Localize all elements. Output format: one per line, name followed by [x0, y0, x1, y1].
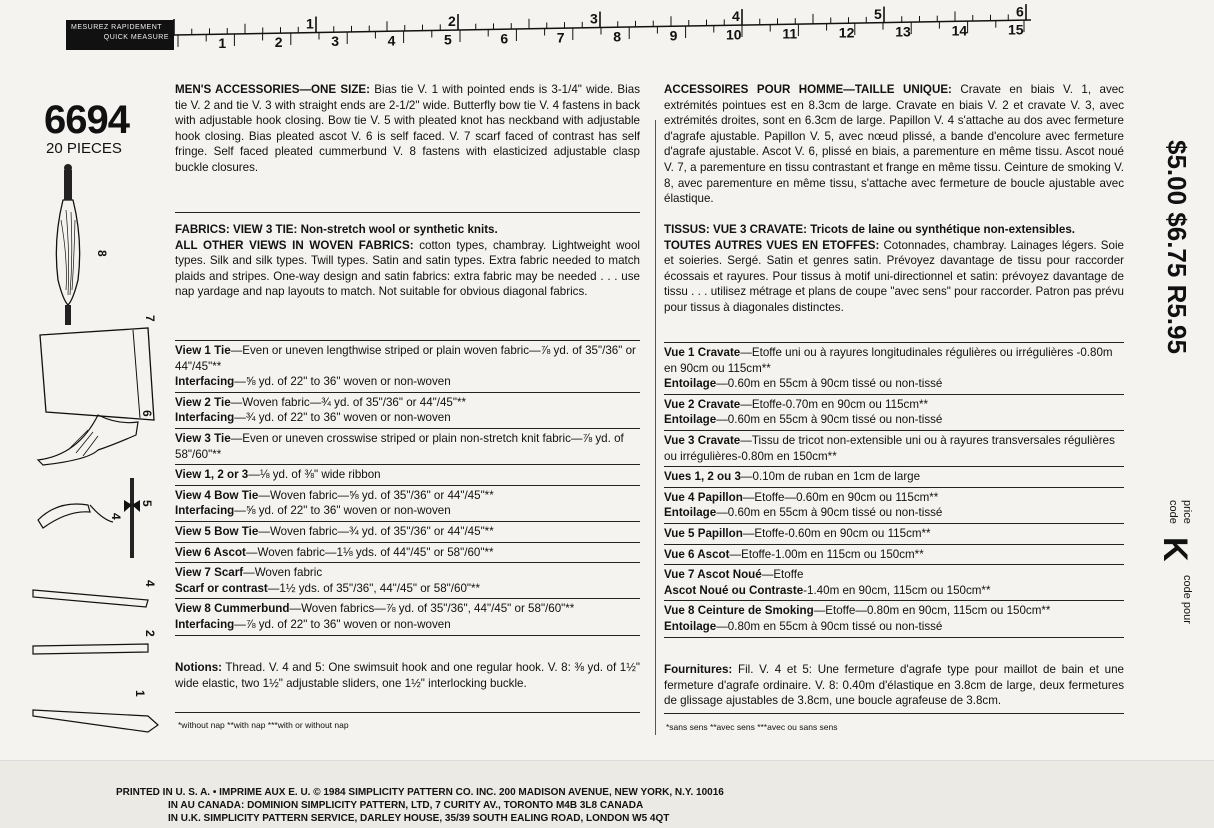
printed-line-1: PRINTED IN U. S. A. • IMPRIME AUX E. U. © 1984 SIMPLICITY PATTERN CO. INC. 200 MADISON AVENUE, NEW YORK, N.Y. 10016	[116, 787, 724, 798]
french-yardage-row	[664, 431, 1124, 467]
view-label-5: 5	[140, 500, 154, 507]
french-notions-title: Fournitures:	[664, 663, 733, 676]
inch-mark-label: 4	[732, 8, 740, 25]
english-yardage-row	[175, 465, 640, 486]
french-row-text: —Tissu de tricot non-extensible uni ou à rayures transversales régulières ou irrégulières-0.80m en 150cm**	[664, 433, 1115, 463]
french-row-text: —Etoffe uni ou à rayures longitudinales régulières ou irrégulières -0.80m en 90cm ou 115cm**	[664, 346, 1113, 375]
cm-mark-label: 11	[782, 25, 798, 42]
column-divider	[655, 120, 656, 735]
english-row-title: View 1 Tie	[175, 344, 231, 357]
english-row-text: —Even or uneven crosswise striped or plain non-stretch knit fabric—⅞ yd. of 58"/60"**	[175, 431, 624, 461]
cm-mark-label: 5	[444, 31, 452, 48]
french-row-text: —Etoffe—0.60m en 90cm ou 115cm**	[742, 490, 939, 504]
english-notions-title: Notions:	[175, 661, 223, 674]
english-row-title: View 7 Scarf	[175, 566, 244, 580]
view-label-2: 2	[143, 630, 157, 637]
code-text: code pour	[1181, 575, 1193, 624]
price-panel	[1158, 130, 1198, 430]
english-yardage-row	[175, 341, 640, 393]
english-row-subtext: —⅞ yd. of 22" to 36" woven or non-woven	[234, 617, 451, 631]
english-row-text: —Woven fabric—1⅛ yds. of 44"/45" or 58"/60"**	[245, 545, 494, 559]
french-notions	[664, 662, 1124, 709]
view-label-7: 7	[143, 315, 157, 322]
code-label: code	[1167, 500, 1179, 524]
english-row-text: —Woven fabric—¾ yd. of 35"/36" or 44"/45"**	[258, 524, 494, 538]
french-yardage-row	[664, 395, 1124, 431]
ruler-scale	[66, 3, 1036, 52]
french-notions-block	[664, 662, 1124, 709]
french-row-title: Vues 1, 2 ou 3	[664, 470, 741, 484]
english-row-text: —Woven fabric—⅝ yd. of 35"/36" or 44"/45"**	[258, 488, 494, 502]
english-row-subtitle: Interfacing	[175, 375, 235, 389]
english-intro-text: Bias tie V. 1 with pointed ends is 3-1/4" wide. Bias tie V. 2 and tie V. 3 with straight ends are 2-1/2" wide. Butterfly bow tie V. 4 fastens in back with adjustable hook closing. Bow tie V. 5 with pleated knot has neckband with adjustable hook closing. Bias pleated ascot V. 6 is self faced. V. 7 scarf faced of contrast has self fringe. Self faced pleated cummerbund V. 8 fastens with elasticized adjustable clasp buckle closures.	[175, 83, 640, 174]
french-intro-text: Cravate en biais V. 1, avec extrémités pointues est en 8.3cm de large. Cravate en biais V. 2 et cravate V. 3, avec extrémités droites, sont en 6.3cm de large. Papillon V. 4 s'attache au dos avec fermeture d'agrafe ajustable. Papillon V. 5, avec nœud plissé, a bande d'encolure avec fermeture d'agrafe ajustable. Ascot V. 6, plissé en biais, a parementure en même tissu. Ascot noué V. 7, a parementure en tissu contrastant et frange en même tissu. Ceinture de smoking V. 8, avec parementure en même tissu, s'attache avec fermeture de boucle ajustable avec élastique.	[664, 83, 1124, 206]
english-row-text: —Even or uneven lengthwise striped or plain woven fabric—⅞ yd. of 35"/36" or 44"/45"**	[175, 344, 636, 373]
cm-mark-label: 15	[1008, 21, 1024, 38]
english-bottom-divider	[175, 712, 640, 713]
french-row-title: Vue 2 Cravate	[664, 397, 741, 411]
french-yardage-row	[664, 524, 1124, 545]
french-row-title: Vue 7 Ascot Noué	[664, 568, 762, 582]
cm-mark-label: 1	[218, 35, 227, 52]
french-yardage-row	[664, 488, 1124, 524]
french-row-text: —Etoffe-0.70m en 90cm ou 115cm**	[740, 397, 929, 411]
french-row-title: Vue 3 Cravate	[664, 433, 741, 447]
english-row-subtext: —⅝ yd. of 22" to 36" woven or non-woven	[234, 375, 451, 389]
french-row-text: —Etoffe-0.60m en 90cm ou 115cm**	[742, 526, 931, 540]
french-instructions	[664, 82, 1124, 207]
scarf-illustration	[40, 315, 157, 420]
english-yardage-row	[175, 486, 640, 522]
measuring-ruler	[66, 3, 1036, 52]
english-row-title: View 6 Ascot	[175, 545, 246, 559]
english-yardage-table	[175, 340, 640, 636]
english-row-text: —⅛ yd. of ⅜" wide ribbon	[248, 468, 381, 482]
english-row-subtext: —¾ yd. of 22" to 36" woven or non-woven	[234, 411, 451, 425]
english-notions-text: Thread. V. 4 and 5: One swimsuit hook and one regular hook. V. 8: ⅜ yd. of 1½" wide elastic, two 1½" adjustable sliders, one 1½" interlocking buckle.	[175, 661, 640, 690]
english-fabrics-text: cotton types, chambray. Lightweight wool types. Silk and silk types. Twill types. Satin and satin types. Extra fabric needed to match plaids and stripes. One-way design and satin fabrics: extra fabric may be needed . . . use nap yardage and nap layouts to match. Not suitable for obvious diagonal fabrics.	[175, 238, 640, 299]
english-row-subtext: —⅝ yd. of 22" to 36" woven or non-woven	[234, 504, 451, 518]
english-fabrics-block	[175, 222, 640, 300]
cummerbund-illustration	[56, 164, 109, 325]
english-row-title: View 8 Cummerbund	[175, 602, 290, 616]
cm-mark-label: 2	[274, 34, 283, 51]
french-bottom-divider	[664, 713, 1124, 714]
french-fabrics-text: Cotonnades, chambray. Lainages légers. Soie et soieries. Sergé. Satin et genres satin. Prévoyez davantage de tissu pour raccorder écossais et rayures. Pour tissus à motif uni-directionnel et satin: prévoyez davantage de tissu . . . utilisez métrage et plans de coupe "avec sens" pour raccorder. Patron pas prévu pour tissus à diagonales distinctes.	[664, 238, 1124, 314]
cm-mark-label: 8	[613, 28, 621, 45]
inch-mark-label: 1	[306, 15, 314, 32]
french-fabrics-title-1: TISSUS: VUE 3 CRAVATE: Tricots de laine ou synthétique non-extensibles.	[664, 223, 1075, 236]
french-fabrics-title-2: TOUTES AUTRES VUES EN ETOFFES:	[664, 238, 880, 252]
english-row-subtitle: Interfacing	[175, 411, 235, 425]
french-yardage-row	[664, 343, 1124, 395]
english-row-title: View 4 Bow Tie	[175, 488, 259, 502]
cm-mark-label: 6	[500, 30, 509, 47]
ruler-label-bottom: QUICK MEASURE	[103, 34, 169, 41]
french-row-title: Vue 4 Papillon	[664, 490, 743, 504]
english-intro	[175, 82, 640, 176]
french-row-title: Vue 8 Ceinture de Smoking	[664, 604, 814, 618]
view-label-1: 1	[133, 690, 147, 697]
inch-mark-label: 3	[590, 10, 598, 27]
english-row-title: View 2 Tie	[175, 395, 231, 409]
view-label-3: 4	[143, 580, 157, 587]
french-row-text: —0.10m de ruban en 1cm de large	[740, 470, 921, 484]
french-row-subtext: —0.60m en 55cm à 90cm tissé ou non-tissé	[716, 377, 943, 391]
french-fabrics-block	[664, 222, 1124, 316]
french-fabrics	[664, 222, 1124, 316]
cm-mark-label: 7	[556, 29, 565, 46]
english-fabrics	[175, 222, 640, 300]
english-yardage-row	[175, 429, 640, 465]
cm-mark-label: 14	[951, 22, 968, 39]
french-row-text: —Etoffe-1.00m en 115cm ou 150cm**	[729, 547, 924, 561]
french-row-subtext: —0.60m en 55cm à 90cm tissé ou non-tissé	[716, 506, 943, 520]
price-label: price	[1181, 500, 1193, 524]
cm-mark-label: 9	[669, 27, 678, 44]
french-yardage-table	[664, 342, 1124, 638]
english-row-title: View 3 Tie	[175, 431, 231, 445]
english-row-subtitle: Interfacing	[175, 504, 235, 518]
english-yardage-row	[175, 563, 640, 599]
english-notions	[175, 660, 640, 691]
french-row-title: Vue 6 Ascot	[664, 547, 730, 561]
inch-mark-label: 6	[1016, 3, 1024, 20]
cm-mark-label: 4	[387, 32, 396, 49]
cm-mark-label: 13	[895, 23, 911, 40]
code-panel	[1156, 495, 1200, 624]
english-row-subtitle: Interfacing	[175, 617, 235, 631]
french-row-subtitle: Ascot Noué ou Contraste	[664, 583, 804, 597]
view-label-4: 4	[109, 513, 123, 520]
french-yardage-row	[664, 601, 1124, 637]
french-intro	[664, 82, 1124, 207]
french-row-text: —Etoffe	[761, 568, 804, 582]
printed-line-3	[116, 812, 724, 818]
english-divider	[175, 212, 640, 213]
french-row-title: Vue 5 Papillon	[664, 526, 743, 540]
french-footnote: *sans sens **avec sens ***avec ou sans sens	[666, 722, 838, 732]
english-notions-block	[175, 660, 640, 691]
french-row-title: Vue 1 Cravate	[664, 346, 741, 359]
pattern-number: 6694	[44, 98, 129, 142]
french-row-subtitle: Entoilage	[664, 377, 717, 391]
french-row-subtext: —0.60m en 55cm à 90cm tissé ou non-tissé	[716, 413, 943, 427]
code-letter: K	[1156, 537, 1194, 562]
tie-1-illustration	[33, 690, 158, 732]
french-row-subtitle: Entoilage	[664, 413, 717, 427]
english-row-text: —Woven fabrics—⅞ yd. of 35"/36", 44"/45" or 58"/60"**	[289, 602, 575, 616]
tie-2-illustration	[33, 630, 157, 654]
printed-info	[116, 786, 724, 818]
english-row-title: View 5 Bow Tie	[175, 524, 259, 538]
english-instructions	[175, 82, 640, 176]
english-yardage-row	[175, 393, 640, 429]
english-yardage-row	[175, 599, 640, 635]
inch-mark-label: 5	[874, 5, 882, 22]
english-row-subtext: —1½ yds. of 35"/36", 44"/45" or 58"/60"**	[267, 581, 481, 595]
french-row-subtitle: Entoilage	[664, 619, 717, 633]
french-intro-title: ACCESSOIRES POUR HOMME—TAILLE UNIQUE:	[664, 83, 952, 96]
cm-mark-label: 12	[838, 24, 855, 41]
french-row-subtitle: Entoilage	[664, 506, 717, 520]
french-row-text: —Etoffe—0.80m en 90cm, 115cm ou 150cm**	[813, 604, 1051, 618]
english-fabrics-title-1: FABRICS: VIEW 3 TIE: Non-stretch wool or synthetic knits.	[175, 223, 498, 236]
view-label-6: 6	[140, 410, 154, 417]
cm-mark-label: 10	[726, 26, 742, 43]
english-row-text: —Woven fabric—¾ yd. of 35"/36" or 44"/45"**	[230, 395, 467, 409]
english-row-subtitle: Scarf or contrast	[175, 581, 268, 595]
cm-mark-label: 3	[331, 33, 339, 50]
english-yardage-row	[175, 522, 640, 543]
pattern-pieces: 20 PIECES	[46, 140, 122, 157]
english-row-title: View 1, 2 or 3	[175, 468, 249, 482]
tie-3-illustration	[33, 580, 157, 607]
french-row-subtext: -1.40m en 90cm, 115cm ou 150cm**	[803, 583, 991, 597]
french-yardage-row	[664, 545, 1124, 566]
inch-mark-label: 2	[448, 13, 456, 30]
bow-tie-illustration	[38, 478, 154, 558]
ruler-label-top: MESUREZ RAPIDEMENT	[71, 24, 163, 31]
french-row-subtext: —0.80m en 55cm à 90cm tissé ou non-tissé	[716, 619, 943, 633]
english-intro-title: MEN'S ACCESSORIES—ONE SIZE:	[175, 83, 371, 96]
english-fabrics-title-2: ALL OTHER VIEWS IN WOVEN FABRICS:	[175, 238, 414, 252]
price-text: $5.00 $6.75 R5.95	[1162, 140, 1192, 354]
view-label-8: 8	[95, 250, 109, 257]
french-notions-text: Fil. V. 4 et 5: Une fermeture d'agrafe type pour maillot de bain et une fermeture d'agrafe ordinaire. V. 8: 0.40m d'élastique en 3.8cm de large, deux fermetures de glissage ajustables de 3.8cm, une boucle agrafeuse de 3.8cm.	[664, 663, 1124, 708]
view-illustrations	[28, 160, 168, 735]
english-row-text: —Woven fabric	[243, 566, 323, 580]
printed-line-2: IN AU CANADA: DOMINION SIMPLICITY PATTERN, LTD, 7 CURITY AV., TORONTO M4B 3L8 CANADA	[168, 800, 644, 811]
ruler-label	[66, 20, 174, 50]
french-yardage-row	[664, 467, 1124, 488]
english-footnote: *without nap **with nap ***with or without nap	[178, 720, 349, 730]
english-yardage-row	[175, 543, 640, 564]
french-yardage-row	[664, 565, 1124, 601]
